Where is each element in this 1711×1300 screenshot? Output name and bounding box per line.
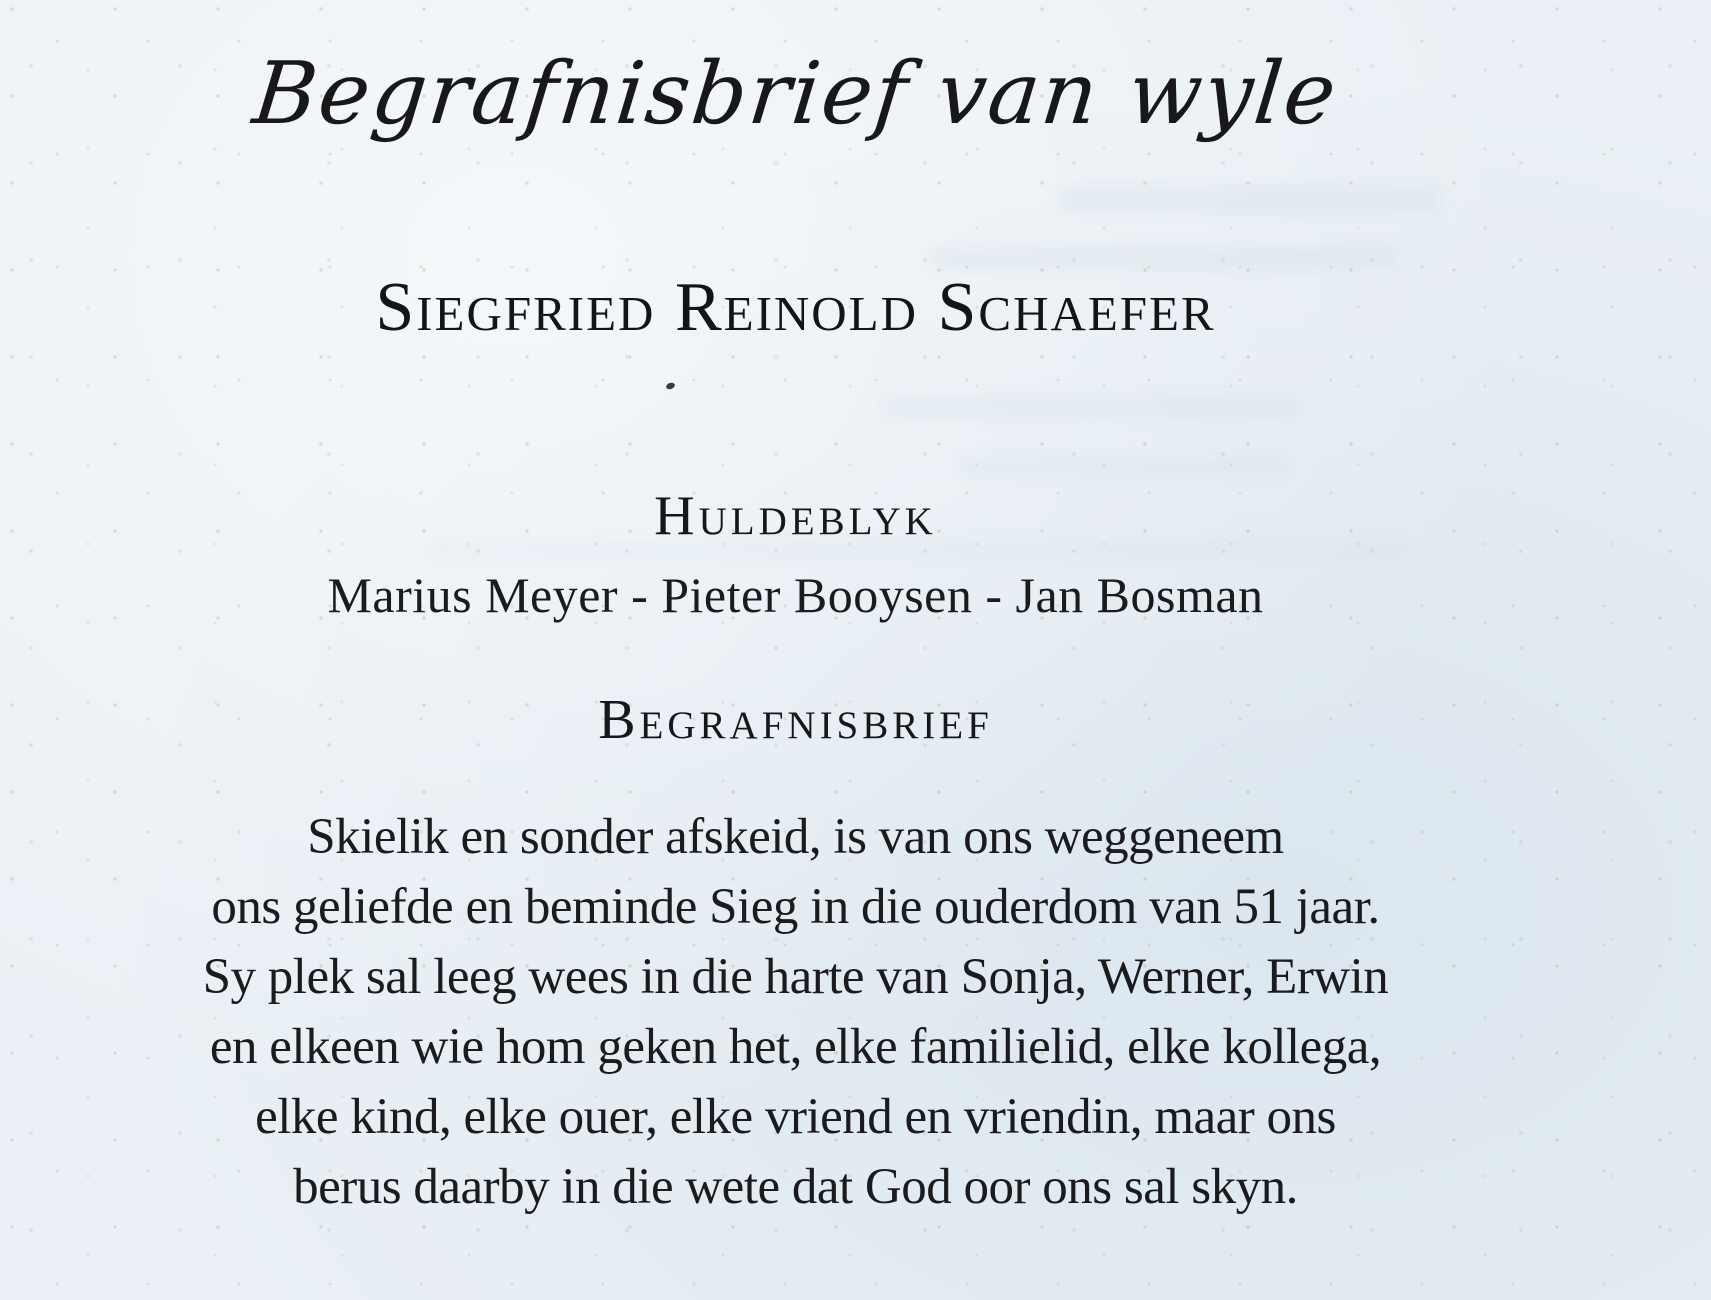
huldeblyk-names: Marius Meyer - Pieter Booysen - Jan Bosman: [327, 567, 1264, 623]
tribute-line: berus daarby in die wete dat God oor ons sal skyn.: [293, 1159, 1298, 1215]
tribute-line: ons geliefde en beminde Sieg in die ouderdom van 51 jaar.: [211, 879, 1380, 935]
tribute-line: elke kind, elke ouer, elke vriend en vriendin, maar ons: [255, 1089, 1336, 1145]
tribute-paragraph: [0, 802, 1591, 1222]
bleed-through-artifact: [880, 395, 1300, 419]
deceased-name-heading: Siegfried Reinold Schaefer: [375, 269, 1216, 346]
tribute-line: Skielik en sonder afskeid, is van ons weggeneem: [307, 809, 1284, 865]
ink-speck-artifact: [665, 382, 676, 391]
huldeblyk-heading: Huldeblyk: [654, 485, 937, 547]
tribute-line: Sy plek sal leeg wees in die harte van Sonja, Werner, Erwin: [202, 949, 1389, 1005]
bleed-through-artifact: [960, 455, 1290, 477]
begrafnisbrief-heading: Begrafnisbrief: [598, 689, 993, 751]
script-title: Begrafnisbrief van wyle: [248, 44, 1343, 144]
bleed-through-artifact: [1060, 185, 1440, 215]
tribute-line: en elkeen wie hom geken het, elke familielid, elke kollega,: [209, 1019, 1382, 1075]
